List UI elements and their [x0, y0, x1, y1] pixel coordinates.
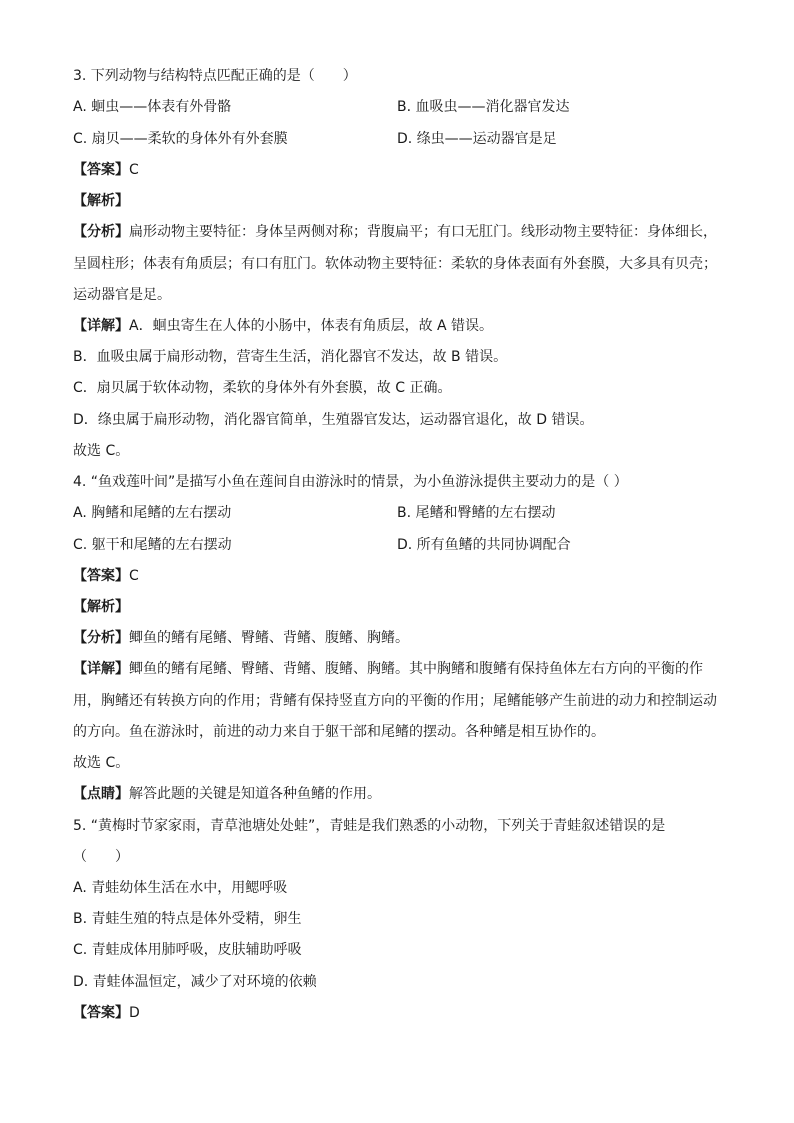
question-5-stem: 5. “黄梅时节家家雨，青草池塘处处蛙”，青蛙是我们熟悉的小动物，下列关于青蛙叙述错误的是 — [73, 818, 666, 834]
question-4-stem: 4. “鱼戏莲叶间”是描写小鱼在莲间自由游泳时的情景，为小鱼游泳提供主要动力的是（ ） — [73, 474, 628, 490]
question-5-option-c: C. 青蛙成体用肺呼吸，皮肤辅助呼吸 — [73, 942, 302, 958]
answer-label: 答案 — [87, 1005, 115, 1021]
answer-label: 答案 — [87, 162, 115, 178]
question-3-xiangjie-line-4: D．绦虫属于扁形动物，消化器官简单，生殖器官发达，运动器官退化，故 D 错误。 — [73, 412, 594, 428]
question-3-option-b: B. 血吸虫——消化器官发达 — [397, 99, 570, 115]
question-4-xiangjie-line-3: 的方向。鱼在游泳时，前进的动力来自于躯干部和尾鳍的摆动。各种鳍是相互协作的。 — [73, 724, 605, 740]
question-5-option-a: A. 青蛙幼体生活在水中，用鳃呼吸 — [73, 880, 288, 896]
analysis-label: 解析 — [87, 599, 115, 615]
dianjing-text: 解答此题的关键是知道各种鱼鳍的作用。 — [129, 786, 381, 802]
fenxi-label: 分析 — [87, 224, 115, 240]
xiangjie-label: 详解 — [87, 318, 115, 334]
question-4-dianjing: 【点睛】解答此题的关键是知道各种鱼鳍的作用。 — [73, 786, 381, 802]
xiangjie-label: 详解 — [87, 661, 115, 677]
question-3-xiangjie-line-2: B．血吸虫属于扁形动物，营寄生生活，消化器官不发达，故 B 错误。 — [73, 349, 508, 365]
question-3-fenxi-line-1: 【分析】扁形动物主要特征：身体呈两侧对称；背腹扁平；有口无肛门。线形动物主要特征：身体细长， — [73, 224, 717, 240]
question-3-fenxi-line-3: 运动器官是足。 — [73, 287, 171, 303]
xiangjie-text: A．蛔虫寄生在人体的小肠中，体表有角质层，故 A 错误。 — [129, 318, 494, 334]
question-3-analysis-heading: 【解析】 — [73, 193, 129, 209]
answer-label: 答案 — [87, 568, 115, 584]
fenxi-label: 分析 — [87, 630, 115, 646]
question-4-xiangjie-line-2: 用，胸鳍还有转换方向的作用；背鳍有保持竖直方向的平衡的作用；尾鳍能够产生前进的动力和控制运动 — [73, 693, 717, 709]
question-5-answer: 【答案】D — [73, 1005, 140, 1021]
question-4-analysis-heading: 【解析】 — [73, 599, 129, 615]
analysis-label: 解析 — [87, 193, 115, 209]
dianjing-label: 点睛 — [87, 786, 115, 802]
question-3-option-d: D. 绦虫——运动器官是足 — [397, 131, 557, 147]
question-4-answer: 【答案】C — [73, 568, 139, 584]
fenxi-text: 鲫鱼的鳍有尾鳍、臀鳍、背鳍、腹鳍、胸鳍。 — [129, 630, 409, 646]
answer-value: C — [129, 162, 139, 178]
question-3-xiangjie-line-3: C．扇贝属于软体动物，柔软的身体外有外套膜，故 C 正确。 — [73, 380, 452, 396]
question-4-fenxi: 【分析】鲫鱼的鳍有尾鳍、臀鳍、背鳍、腹鳍、胸鳍。 — [73, 630, 409, 646]
question-3-fenxi-line-2: 呈圆柱形；体表有角质层；有口有肛门。软体动物主要特征：柔软的身体表面有外套膜，大多具有贝壳； — [73, 256, 717, 272]
xiangjie-text: 鲫鱼的鳍有尾鳍、臀鳍、背鳍、腹鳍、胸鳍。其中胸鳍和腹鳍有保持鱼体左右方向的平衡的作 — [129, 661, 703, 677]
question-4-xiangjie-line-1: 【详解】鲫鱼的鳍有尾鳍、臀鳍、背鳍、腹鳍、胸鳍。其中胸鳍和腹鳍有保持鱼体左右方向的平衡的作 — [73, 661, 703, 677]
question-4-option-c: C. 躯干和尾鳍的左右摆动 — [73, 537, 232, 553]
question-4-option-d: D. 所有鱼鳍的共同协调配合 — [397, 537, 571, 553]
question-3-xiangjie-line-1: 【详解】A．蛔虫寄生在人体的小肠中，体表有角质层，故 A 错误。 — [73, 318, 494, 334]
question-3-option-c: C. 扇贝——柔软的身体外有外套膜 — [73, 131, 288, 147]
question-5-option-d: D. 青蛙体温恒定，减少了对环境的依赖 — [73, 974, 317, 990]
question-5-option-b: B. 青蛙生殖的特点是体外受精，卵生 — [73, 911, 302, 927]
question-4-option-b: B. 尾鳍和臀鳍的左右摆动 — [397, 505, 556, 521]
question-3-conclusion: 故选 C。 — [73, 443, 130, 459]
fenxi-text: 扁形动物主要特征：身体呈两侧对称；背腹扁平；有口无肛门。线形动物主要特征：身体细长， — [129, 224, 717, 240]
answer-value: D — [129, 1005, 140, 1021]
question-3-option-a: A. 蛔虫——体表有外骨骼 — [73, 99, 232, 115]
question-5-stem-continued: （ ） — [73, 849, 129, 865]
question-4-option-a: A. 胸鳍和尾鳍的左右摆动 — [73, 505, 232, 521]
answer-value: C — [129, 568, 139, 584]
question-3-answer: 【答案】C — [73, 162, 139, 178]
question-4-conclusion: 故选 C。 — [73, 755, 130, 771]
question-3-stem: 3. 下列动物与结构特点匹配正确的是（ ） — [73, 68, 357, 84]
